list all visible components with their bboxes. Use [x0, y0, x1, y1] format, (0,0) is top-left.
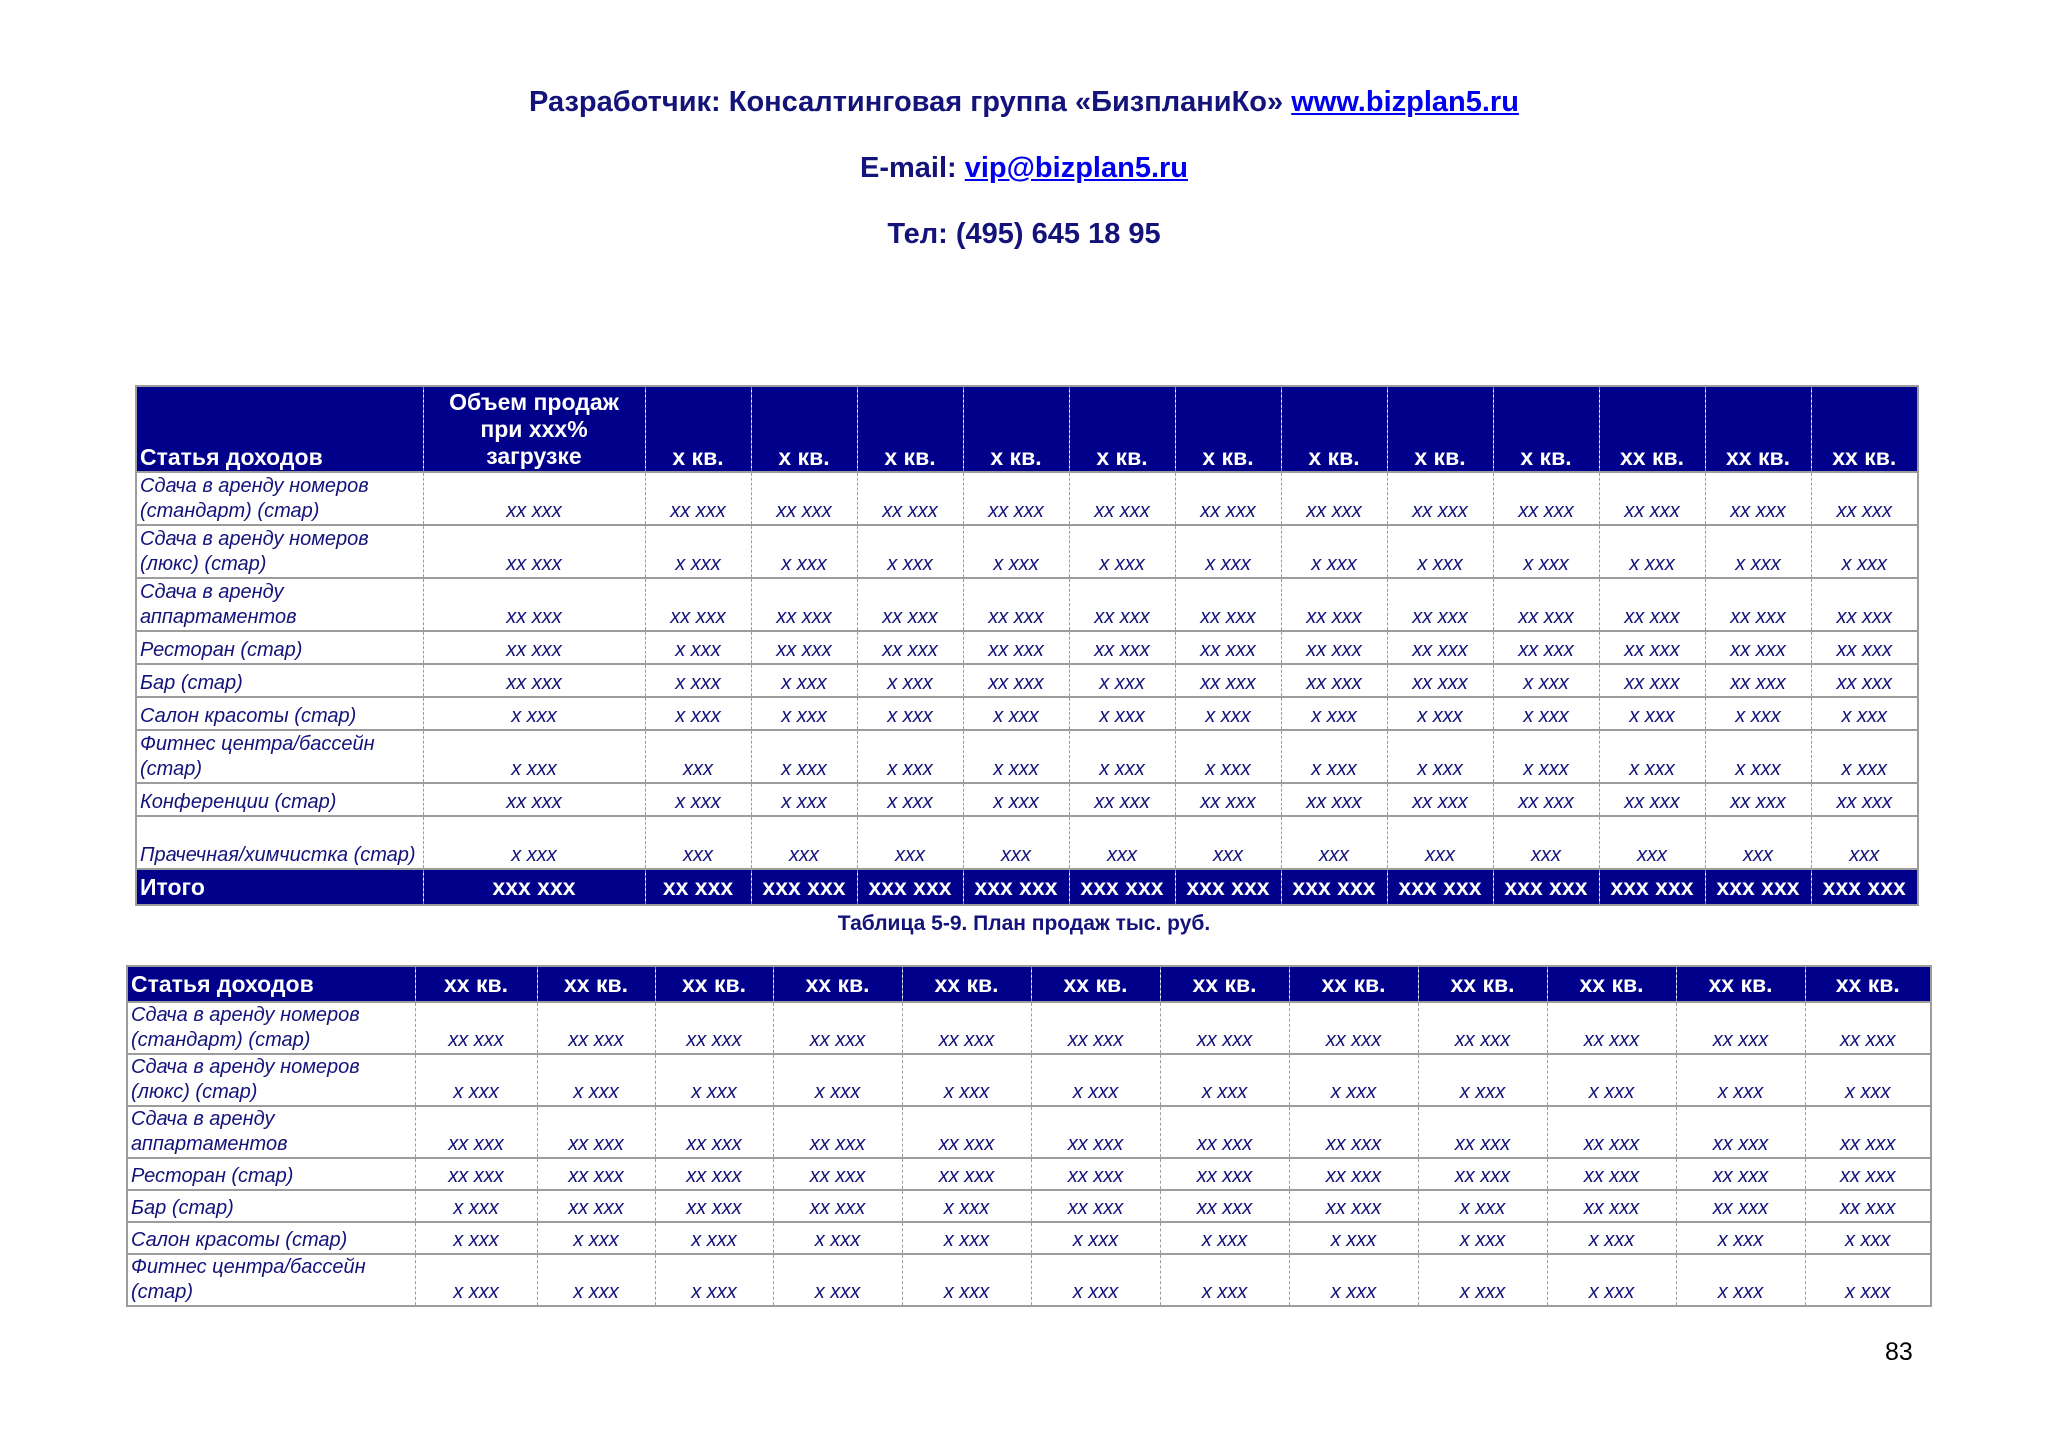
phone-line: Тел: (495) 645 18 95	[887, 218, 1161, 250]
table-cell: x xxx	[902, 1190, 1031, 1222]
table-cell: x xxx	[1599, 525, 1705, 578]
total-cell: xx xxx	[645, 869, 751, 905]
table-cell: xx xxx	[423, 472, 645, 525]
table-cell: xx xxx	[1599, 631, 1705, 664]
developer-text: Разработчик: Консалтинговая группа «БизпланиКо»	[529, 86, 1292, 118]
email-line	[0, 152, 2048, 185]
table-cell: x xxx	[902, 1054, 1031, 1106]
table-cell: xx xxx	[655, 1002, 773, 1054]
row-label: Сдача в аренду номеров (стандарт) (стар)	[127, 1002, 415, 1054]
total-cell: xxx xxx	[1493, 869, 1599, 905]
table-cell: xx xxx	[1418, 1106, 1547, 1158]
table-cell: xx xxx	[1547, 1190, 1676, 1222]
row-label: Фитнес центра/бассейн (стар)	[127, 1254, 415, 1306]
table-cell: x xxx	[1547, 1222, 1676, 1254]
total-cell: xxx xxx	[1175, 869, 1281, 905]
table-cell: xx xxx	[1281, 472, 1387, 525]
table-cell: xx xxx	[415, 1158, 537, 1190]
table-cell: xx xxx	[1160, 1106, 1289, 1158]
table-row	[136, 525, 1918, 578]
column-header: x кв.	[1493, 386, 1599, 472]
table-cell: xx xxx	[751, 472, 857, 525]
column-header: x кв.	[1387, 386, 1493, 472]
table-cell: xxx	[645, 730, 751, 783]
column-header: xx кв.	[1676, 966, 1805, 1002]
table-cell: x xxx	[655, 1222, 773, 1254]
page-number: 83	[1885, 1338, 1913, 1366]
table-cell: x xxx	[751, 730, 857, 783]
total-cell: xxx xxx	[1281, 869, 1387, 905]
table-cell: x xxx	[1069, 730, 1175, 783]
table-cell: x xxx	[1547, 1054, 1676, 1106]
table-cell: xx xxx	[1705, 783, 1811, 816]
table-cell: xx xxx	[1289, 1106, 1418, 1158]
table-cell: x xxx	[1281, 697, 1387, 730]
table-cell: xx xxx	[1418, 1158, 1547, 1190]
total-cell: xxx xxx	[423, 869, 645, 905]
table-cell: xx xxx	[1805, 1106, 1931, 1158]
table-cell: xx xxx	[1069, 472, 1175, 525]
table-cell: xx xxx	[751, 631, 857, 664]
table-cell: xx xxx	[1547, 1106, 1676, 1158]
table-cell: xx xxx	[1599, 783, 1705, 816]
table-cell: xx xxx	[1805, 1002, 1931, 1054]
total-cell: xxx xxx	[1069, 869, 1175, 905]
table-cell: x xxx	[645, 525, 751, 578]
column-header: xx кв.	[655, 966, 773, 1002]
table-cell: xx xxx	[857, 631, 963, 664]
table-cell: xx xxx	[537, 1158, 655, 1190]
table-cell: x xxx	[415, 1190, 537, 1222]
table-cell: xx xxx	[1175, 472, 1281, 525]
table-row	[136, 697, 1918, 730]
table-cell: xxx	[963, 816, 1069, 869]
table-cell: xx xxx	[423, 783, 645, 816]
table-cell: x xxx	[1387, 697, 1493, 730]
table-cell: xx xxx	[1281, 664, 1387, 697]
table-cell: x xxx	[1387, 525, 1493, 578]
table-cell: xx xxx	[655, 1190, 773, 1222]
column-header: xx кв.	[1031, 966, 1160, 1002]
table-cell: xx xxx	[773, 1158, 902, 1190]
table-cell: xx xxx	[963, 578, 1069, 631]
table-cell: xx xxx	[1811, 472, 1918, 525]
table-cell: xx xxx	[773, 1106, 902, 1158]
column-header: x кв.	[645, 386, 751, 472]
table-cell: x xxx	[1160, 1222, 1289, 1254]
table-cell: xx xxx	[1387, 472, 1493, 525]
row-label: Сдача в аренду номеров (стандарт) (стар)	[136, 472, 423, 525]
table-cell: x xxx	[751, 664, 857, 697]
table-cell: x xxx	[1811, 730, 1918, 783]
table-cell: xx xxx	[1175, 631, 1281, 664]
table-cell: xx xxx	[1599, 578, 1705, 631]
total-cell: xxx xxx	[1811, 869, 1918, 905]
table-caption: Таблица 5-9. План продаж тыс. руб.	[837, 912, 1211, 935]
table-cell: xx xxx	[1705, 631, 1811, 664]
table-cell: xxx	[751, 816, 857, 869]
table-cell: xx xxx	[1676, 1002, 1805, 1054]
table-cell: x xxx	[1281, 730, 1387, 783]
table-cell: x xxx	[857, 664, 963, 697]
table-cell: xx xxx	[423, 525, 645, 578]
table-cell: xx xxx	[1387, 631, 1493, 664]
table-cell: xx xxx	[645, 472, 751, 525]
table-cell: xx xxx	[963, 472, 1069, 525]
table-cell: xx xxx	[963, 664, 1069, 697]
table-cell: x xxx	[751, 783, 857, 816]
column-header: x кв.	[963, 386, 1069, 472]
table-cell: x xxx	[1281, 525, 1387, 578]
table-cell: x xxx	[655, 1254, 773, 1306]
website-link[interactable]: www.bizplan5.ru	[1291, 86, 1519, 118]
table-cell: xx xxx	[1493, 631, 1599, 664]
table-cell: xx xxx	[1705, 664, 1811, 697]
table-cell: x xxx	[1069, 525, 1175, 578]
table-cell: x xxx	[1599, 697, 1705, 730]
table-cell: xx xxx	[1493, 578, 1599, 631]
table-cell: x xxx	[1069, 664, 1175, 697]
table-cell: x xxx	[1705, 525, 1811, 578]
table-cell: xx xxx	[1387, 783, 1493, 816]
table-cell: xx xxx	[1547, 1002, 1676, 1054]
table-cell: x xxx	[1705, 697, 1811, 730]
developer-line	[0, 86, 2048, 119]
table-cell: x xxx	[857, 783, 963, 816]
table-cell: xx xxx	[645, 578, 751, 631]
table-cell: x xxx	[1160, 1254, 1289, 1306]
table-cell: x xxx	[773, 1054, 902, 1106]
table-cell: xx xxx	[773, 1002, 902, 1054]
table-cell: x xxx	[857, 525, 963, 578]
row-label: Бар (стар)	[127, 1190, 415, 1222]
table-cell: xx xxx	[1175, 664, 1281, 697]
table-cell: xx xxx	[537, 1190, 655, 1222]
table-cell: x xxx	[1599, 730, 1705, 783]
table-cell: x xxx	[902, 1254, 1031, 1306]
total-cell: xxx xxx	[963, 869, 1069, 905]
table-cell: xx xxx	[1175, 783, 1281, 816]
table-cell: xx xxx	[1811, 578, 1918, 631]
table-cell: xx xxx	[1805, 1158, 1931, 1190]
total-cell: xxx xxx	[1387, 869, 1493, 905]
column-header: xx кв.	[1599, 386, 1705, 472]
table-cell: xx xxx	[1547, 1158, 1676, 1190]
table-cell: xx xxx	[1289, 1190, 1418, 1222]
table-cell: x xxx	[1811, 697, 1918, 730]
table-cell: xx xxx	[1289, 1158, 1418, 1190]
column-header: xx кв.	[1547, 966, 1676, 1002]
table-cell: xx xxx	[1599, 664, 1705, 697]
table-row	[127, 1222, 1931, 1254]
table-cell: xx xxx	[1493, 472, 1599, 525]
table-row	[136, 816, 1918, 869]
column-header: Статья доходов	[127, 966, 415, 1002]
table-cell: x xxx	[1289, 1254, 1418, 1306]
table-cell: xx xxx	[1387, 664, 1493, 697]
table-cell: x xxx	[857, 697, 963, 730]
table-cell: x xxx	[1805, 1054, 1931, 1106]
table-cell: x xxx	[1811, 525, 1918, 578]
column-header: xx кв.	[1289, 966, 1418, 1002]
row-label: Сдача в аренду аппартаментов	[136, 578, 423, 631]
table-cell: x xxx	[857, 730, 963, 783]
table-cell: xx xxx	[1069, 631, 1175, 664]
email-label: E-mail:	[860, 152, 965, 184]
table-cell: xx xxx	[1705, 578, 1811, 631]
table-cell: xx xxx	[857, 472, 963, 525]
table-cell: x xxx	[1493, 697, 1599, 730]
table-cell: xx xxx	[537, 1002, 655, 1054]
row-label: Сдача в аренду аппартаментов	[127, 1106, 415, 1158]
table-cell: xx xxx	[655, 1158, 773, 1190]
column-header: xx кв.	[902, 966, 1031, 1002]
table-cell: xxx	[1811, 816, 1918, 869]
table-cell: x xxx	[1289, 1054, 1418, 1106]
table-cell: xxx	[1599, 816, 1705, 869]
total-row	[136, 869, 1918, 905]
table-cell: x xxx	[655, 1054, 773, 1106]
table-cell: x xxx	[1289, 1222, 1418, 1254]
table-cell: xxx	[1175, 816, 1281, 869]
table-cell: xx xxx	[1160, 1190, 1289, 1222]
column-header: xx кв.	[1705, 386, 1811, 472]
table-cell: x xxx	[415, 1054, 537, 1106]
table-cell: xx xxx	[1160, 1158, 1289, 1190]
table-cell: xx xxx	[1281, 783, 1387, 816]
table-cell: x xxx	[645, 697, 751, 730]
total-cell: xxx xxx	[1599, 869, 1705, 905]
table-cell: xx xxx	[1289, 1002, 1418, 1054]
table-header-row	[136, 386, 1918, 472]
column-header: x кв.	[857, 386, 963, 472]
row-label: Ресторан (стар)	[136, 631, 423, 664]
table-cell: xx xxx	[1031, 1158, 1160, 1190]
table-row	[136, 472, 1918, 525]
table-cell: xx xxx	[655, 1106, 773, 1158]
table-cell: x xxx	[1418, 1054, 1547, 1106]
table-cell: xx xxx	[1281, 578, 1387, 631]
table-cell: x xxx	[423, 697, 645, 730]
table-cell: x xxx	[1387, 730, 1493, 783]
table-row	[136, 730, 1918, 783]
row-label: Бар (стар)	[136, 664, 423, 697]
column-header: xx кв.	[1418, 966, 1547, 1002]
table-cell: x xxx	[751, 697, 857, 730]
table-cell: xxx	[1069, 816, 1175, 869]
table-cell: xx xxx	[1418, 1002, 1547, 1054]
total-cell: xxx xxx	[751, 869, 857, 905]
table-cell: xxx	[645, 816, 751, 869]
table-cell: xx xxx	[423, 631, 645, 664]
table-cell: xx xxx	[1387, 578, 1493, 631]
sales-plan-table-1	[135, 385, 1919, 906]
table-cell: x xxx	[1676, 1254, 1805, 1306]
table-cell: xx xxx	[1031, 1002, 1160, 1054]
table-cell: x xxx	[537, 1254, 655, 1306]
row-label: Салон красоты (стар)	[136, 697, 423, 730]
table-cell: x xxx	[537, 1054, 655, 1106]
table-cell: x xxx	[645, 631, 751, 664]
table-cell: x xxx	[415, 1254, 537, 1306]
column-header: xx кв.	[1160, 966, 1289, 1002]
row-label: Сдача в аренду номеров (люкс) (стар)	[127, 1054, 415, 1106]
column-header: xx кв.	[1811, 386, 1918, 472]
table-cell: xx xxx	[1811, 631, 1918, 664]
table-cell: x xxx	[1705, 730, 1811, 783]
table-cell: x xxx	[773, 1222, 902, 1254]
table-cell: xx xxx	[1031, 1106, 1160, 1158]
table-row	[136, 783, 1918, 816]
table-cell: x xxx	[423, 730, 645, 783]
table-row	[127, 1106, 1931, 1158]
total-cell: xxx xxx	[857, 869, 963, 905]
table-cell: x xxx	[423, 816, 645, 869]
table-cell: x xxx	[1418, 1190, 1547, 1222]
column-header: xx кв.	[415, 966, 537, 1002]
table-cell: x xxx	[963, 697, 1069, 730]
column-header: xx кв.	[537, 966, 655, 1002]
table-cell: xx xxx	[1175, 578, 1281, 631]
total-label: Итого	[136, 869, 423, 905]
table-cell: x xxx	[1175, 730, 1281, 783]
table-cell: x xxx	[751, 525, 857, 578]
column-header: x кв.	[751, 386, 857, 472]
table-cell: xx xxx	[1031, 1190, 1160, 1222]
table-cell: x xxx	[1493, 664, 1599, 697]
table-cell: xx xxx	[902, 1002, 1031, 1054]
table-row	[127, 1190, 1931, 1222]
table-cell: xx xxx	[1676, 1158, 1805, 1190]
table-cell: x xxx	[773, 1254, 902, 1306]
table-row	[127, 1254, 1931, 1306]
table-cell: x xxx	[1547, 1254, 1676, 1306]
table-cell: x xxx	[1160, 1054, 1289, 1106]
table-cell: x xxx	[1418, 1222, 1547, 1254]
table-cell: xx xxx	[423, 664, 645, 697]
table-cell: xx xxx	[1811, 783, 1918, 816]
table-cell: x xxx	[963, 525, 1069, 578]
table-cell: x xxx	[1676, 1054, 1805, 1106]
table-header-row	[127, 966, 1931, 1002]
table-cell: x xxx	[415, 1222, 537, 1254]
table-cell: xx xxx	[773, 1190, 902, 1222]
table-cell: xx xxx	[902, 1106, 1031, 1158]
column-header: Объем продаж при xxx% загрузке	[423, 386, 645, 472]
table-cell: xx xxx	[751, 578, 857, 631]
row-label: Прачечная/химчистка (стар)	[136, 816, 423, 869]
column-header: xx кв.	[1805, 966, 1931, 1002]
table-cell: x xxx	[1493, 730, 1599, 783]
table-cell: x xxx	[537, 1222, 655, 1254]
column-header: x кв.	[1281, 386, 1387, 472]
total-cell: xxx xxx	[1705, 869, 1811, 905]
table-row	[136, 578, 1918, 631]
table-cell: x xxx	[1493, 525, 1599, 578]
table-cell: xx xxx	[1069, 578, 1175, 631]
table-cell: xx xxx	[1069, 783, 1175, 816]
sales-plan-table-2	[126, 965, 1932, 1307]
table-cell: xxx	[857, 816, 963, 869]
column-header: xx кв.	[773, 966, 902, 1002]
email-link[interactable]: vip@bizplan5.ru	[964, 152, 1188, 184]
table-cell: xx xxx	[1805, 1190, 1931, 1222]
table-cell: xxx	[1705, 816, 1811, 869]
table-cell: xx xxx	[537, 1106, 655, 1158]
table-cell: xx xxx	[415, 1106, 537, 1158]
table-cell: x xxx	[1418, 1254, 1547, 1306]
table-row	[136, 631, 1918, 664]
table-row	[136, 664, 1918, 697]
table-cell: x xxx	[1069, 697, 1175, 730]
table-cell: x xxx	[963, 783, 1069, 816]
table-cell: x xxx	[1031, 1222, 1160, 1254]
table-cell: xx xxx	[857, 578, 963, 631]
table-cell: xx xxx	[1160, 1002, 1289, 1054]
table-cell: x xxx	[1676, 1222, 1805, 1254]
table-cell: x xxx	[1031, 1254, 1160, 1306]
table-cell: xxx	[1281, 816, 1387, 869]
table-cell: xx xxx	[1493, 783, 1599, 816]
table-cell: x xxx	[1175, 697, 1281, 730]
table-cell: xxx	[1493, 816, 1599, 869]
table-cell: xx xxx	[1705, 472, 1811, 525]
row-label: Сдача в аренду номеров (люкс) (стар)	[136, 525, 423, 578]
table-cell: xx xxx	[963, 631, 1069, 664]
table-cell: x xxx	[1805, 1254, 1931, 1306]
table-cell: xx xxx	[423, 578, 645, 631]
column-header: x кв.	[1069, 386, 1175, 472]
table-cell: x xxx	[645, 664, 751, 697]
table-cell: xx xxx	[1599, 472, 1705, 525]
table-cell: xx xxx	[1676, 1106, 1805, 1158]
table-cell: xx xxx	[1281, 631, 1387, 664]
table-cell: x xxx	[645, 783, 751, 816]
table-cell: x xxx	[963, 730, 1069, 783]
row-label: Фитнес центра/бассейн (стар)	[136, 730, 423, 783]
table-cell: x xxx	[1805, 1222, 1931, 1254]
table-cell: xx xxx	[1811, 664, 1918, 697]
column-header: Статья доходов	[136, 386, 423, 472]
table-cell: x xxx	[1031, 1054, 1160, 1106]
table-cell: x xxx	[902, 1222, 1031, 1254]
row-label: Ресторан (стар)	[127, 1158, 415, 1190]
table-cell: xx xxx	[1676, 1190, 1805, 1222]
table-cell: xxx	[1387, 816, 1493, 869]
table-row	[127, 1054, 1931, 1106]
table-cell: x xxx	[1175, 525, 1281, 578]
row-label: Салон красоты (стар)	[127, 1222, 415, 1254]
table-row	[127, 1158, 1931, 1190]
row-label: Конференции (стар)	[136, 783, 423, 816]
table-row	[127, 1002, 1931, 1054]
table-cell: xx xxx	[902, 1158, 1031, 1190]
table-cell: xx xxx	[415, 1002, 537, 1054]
column-header: x кв.	[1175, 386, 1281, 472]
